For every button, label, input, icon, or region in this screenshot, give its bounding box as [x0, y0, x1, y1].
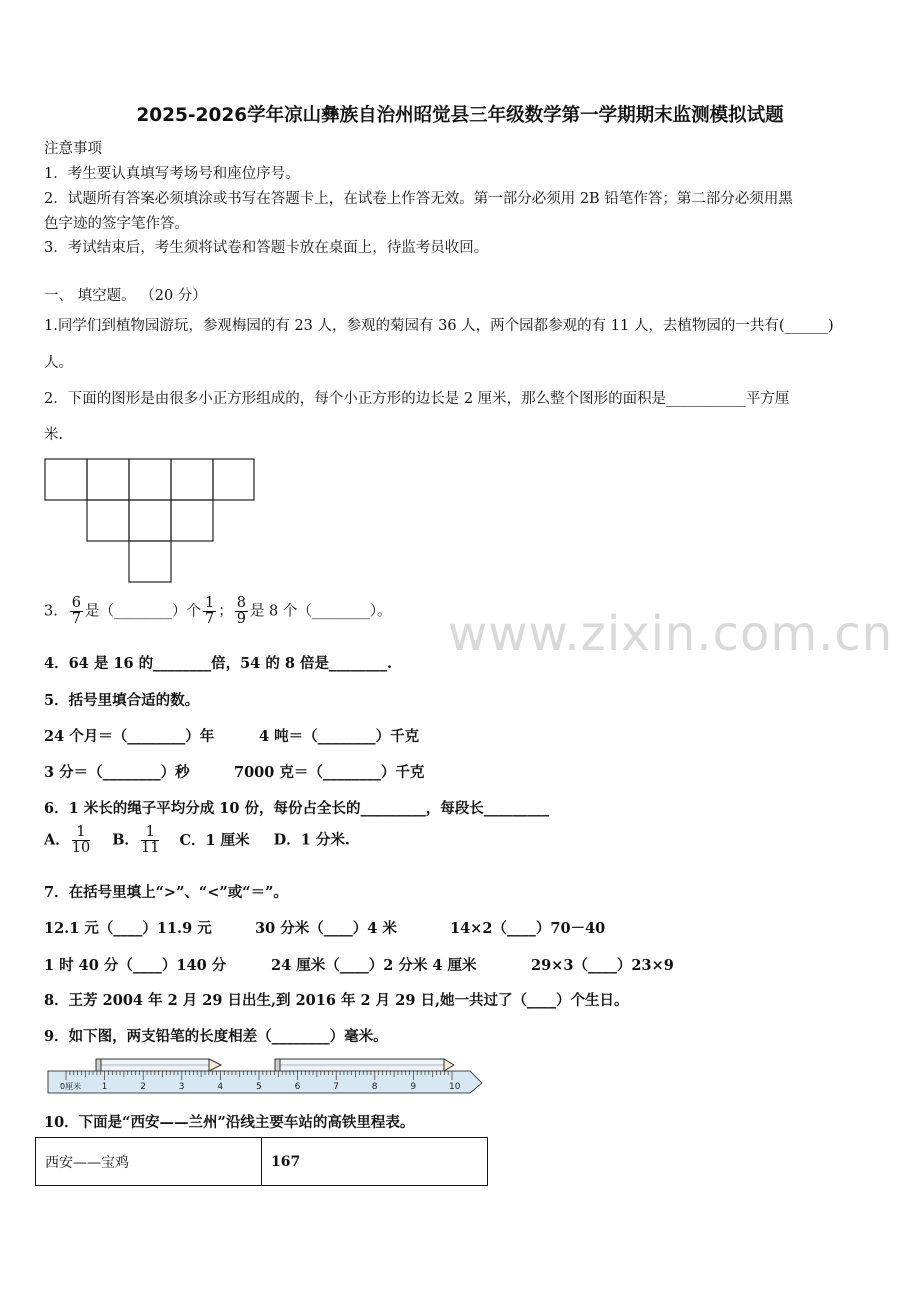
question-5-item: 3 分＝（________）秒: [44, 764, 190, 781]
notes-heading: 注意事项: [44, 141, 102, 157]
grid-square: [129, 541, 171, 582]
question-6-options: [44, 825, 350, 856]
denominator: 9: [236, 611, 246, 628]
question-7-item: 24 厘米（____）2 分米 4 厘米: [271, 957, 477, 974]
question-1-cont: 人。: [44, 355, 73, 371]
grid-square: [87, 459, 129, 500]
fraction-eight-ninths: [235, 596, 248, 627]
pencil-2: [275, 1059, 454, 1071]
denominator: 7: [204, 611, 215, 628]
ruler-tick-label: 1: [101, 1082, 108, 1092]
denominator: 10: [71, 840, 91, 857]
mileage-table: [35, 1137, 488, 1186]
note-item: 2．试题所有答案必须填涂或书写在答题卡上，在试卷上作答无效。第一部分必须用 2B 铅笔作答；第二部分必须用黑: [44, 191, 793, 207]
numerator: 1: [72, 825, 90, 841]
question-7-item: 29×3（____）23×9: [531, 957, 674, 974]
option-a-fraction: [72, 825, 90, 856]
numerator: 1: [141, 825, 159, 841]
question-text: 是（________）个: [84, 603, 201, 620]
grid-square: [171, 500, 213, 541]
ruler-tick-label: 6: [294, 1082, 301, 1092]
grid-square: [45, 459, 87, 500]
question-1: 1.同学们到植物园游玩，参观梅园的有 23 人，参观的菊园有 36 人，两个园都参观的有 11 人，去植物园的一共有(______): [44, 318, 834, 334]
numerator: 8: [236, 595, 246, 611]
question-4: 4．64 是 16 的________倍，54 的 8 倍是________.: [44, 655, 393, 672]
denominator: 7: [71, 611, 81, 628]
question-7-item: 14×2（____）70－40: [450, 920, 606, 937]
question-6: 6．1 米长的绳子平均分成 10 份，每份占全长的_________，每段长_________: [44, 800, 549, 817]
grid-square: [129, 500, 171, 541]
ruler-figure: [44, 1055, 484, 1097]
fraction-six-sevenths: [70, 596, 83, 627]
numerator: 6: [71, 595, 81, 611]
question-3: [44, 596, 392, 627]
question-8: 8．王芳 2004 年 2 月 29 日出生,到 2016 年 2 月 29 日,她一共过了（____）个生日。: [44, 992, 629, 1009]
square-grid-figure: [44, 458, 256, 584]
ruler-zero-label: 0厘米: [60, 1082, 82, 1091]
ruler-body: [48, 1071, 482, 1093]
question-text: 是 8 个（________）。: [249, 603, 392, 620]
grid-square: [129, 459, 171, 500]
option-c: C．1 厘米: [179, 831, 250, 849]
question-5-item: 7000 克＝（________）千克: [234, 764, 425, 781]
question-5: 5．括号里填合适的数。: [44, 692, 200, 709]
question-2: 2．下面的图形是由很多小正方形组成的，每个小正方形的边长是 2 厘米，那么整个图形的面积是___________平方厘: [44, 391, 790, 407]
denominator: 11: [140, 840, 160, 857]
table-cell-route: 西安——宝鸡: [36, 1138, 262, 1186]
question-5-item: 4 吨＝（________）千克: [259, 728, 420, 745]
ruler-tick-label: 7: [333, 1082, 339, 1092]
ruler-tick-label: 2: [140, 1082, 146, 1092]
option-d: D．1 分米.: [273, 831, 350, 849]
question-7-item: 12.1 元（____）11.9 元: [44, 920, 212, 937]
grid-square: [171, 459, 213, 500]
question-9: 9．如下图，两支铅笔的长度相差（________）毫米。: [44, 1028, 388, 1045]
ruler-tick-label: 4: [217, 1082, 224, 1092]
option-b-label: B．: [112, 831, 139, 849]
question-7: 7．在括号里填上“>”、“<”或“＝”。: [44, 884, 288, 901]
question-5-item: 24 个月＝（________）年: [44, 728, 215, 745]
numerator: 1: [204, 595, 215, 611]
note-item: 3．考试结束后，考生须将试卷和答题卡放在桌面上，待监考员收回。: [44, 240, 489, 256]
question-10: 10．下面是“西安——兰州”沿线主要车站的高铁里程表。: [44, 1114, 415, 1131]
question-7-item: 1 时 40 分（____）140 分: [44, 957, 227, 974]
question-number: 3．: [44, 603, 68, 620]
ruler-tick-label: 5: [256, 1082, 262, 1092]
fraction-one-seventh: [203, 596, 216, 627]
watermark: www.zixin.com.cn: [448, 606, 894, 662]
ruler-tick-label: 8: [371, 1082, 378, 1092]
ruler-tick-label: 10: [449, 1082, 461, 1092]
grid-square: [213, 459, 254, 500]
pencil-1: [96, 1059, 221, 1071]
section-heading: 一、 填空题。 （20 分）: [44, 288, 207, 304]
question-text: ；: [218, 603, 233, 620]
option-a-label: A．: [44, 831, 70, 849]
question-2-cont: 米.: [44, 427, 64, 443]
note-item: 1．考生要认真填写考场号和座位序号。: [44, 166, 300, 182]
option-b-fraction: [141, 825, 159, 856]
question-7-item: 30 分米（____）4 米: [255, 920, 397, 937]
ruler-tick-label: 9: [410, 1082, 417, 1092]
grid-square: [87, 500, 129, 541]
ruler-tick-label: 3: [178, 1082, 185, 1092]
table-cell-distance: 167: [262, 1138, 488, 1186]
table-row: [36, 1138, 488, 1186]
page-title: 2025-2026学年凉山彝族自治州昭觉县三年级数学第一学期期末监测模拟试题: [136, 105, 784, 126]
note-item: 色字迹的签字笔作答。: [44, 216, 189, 232]
